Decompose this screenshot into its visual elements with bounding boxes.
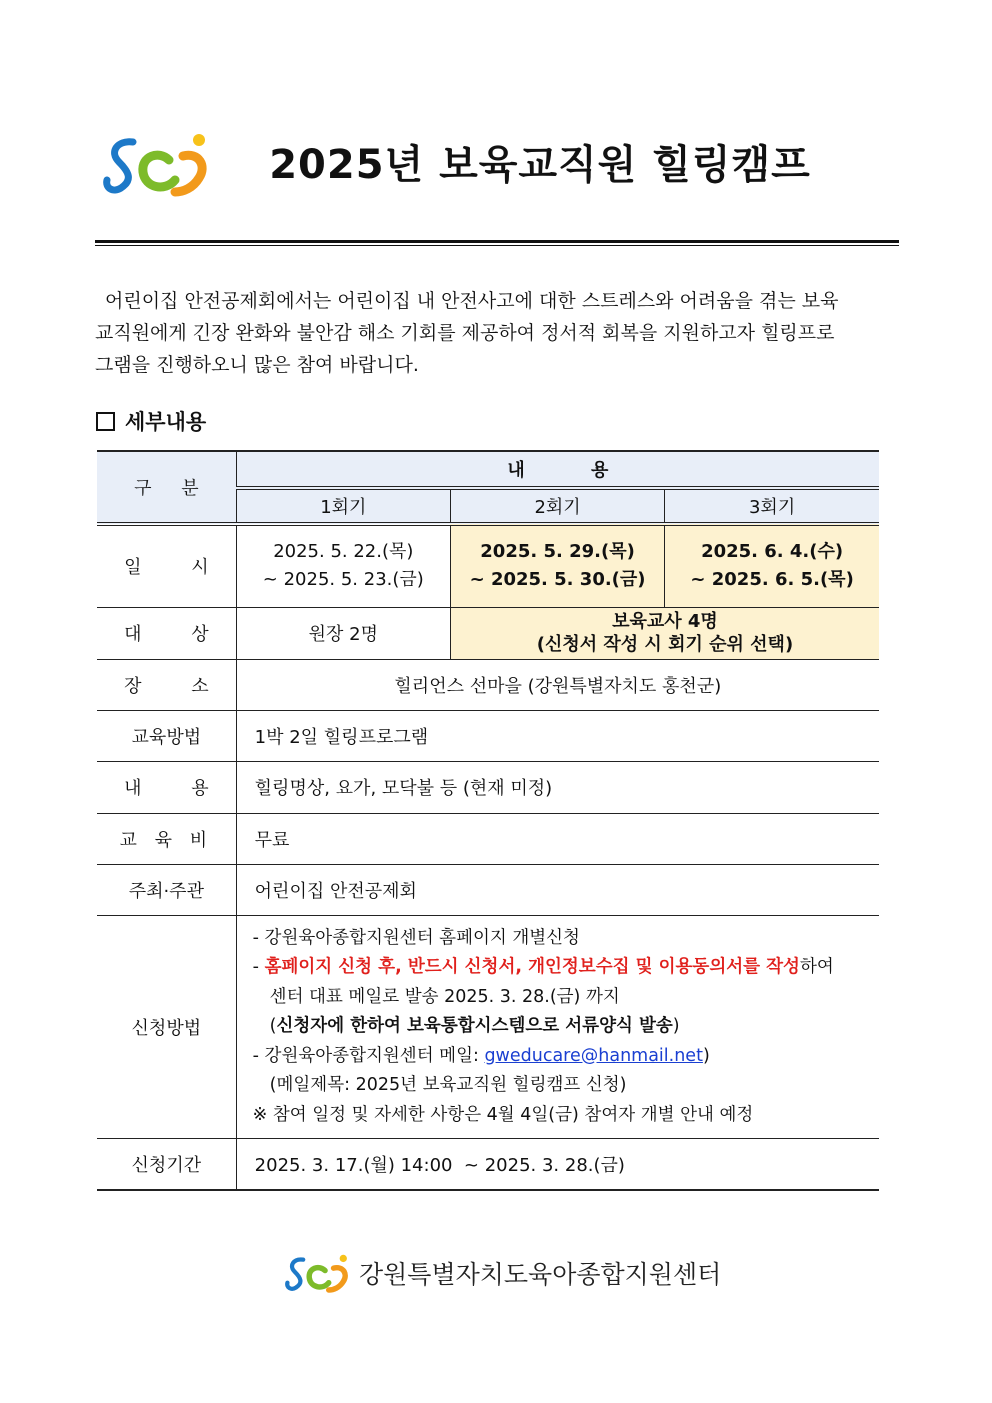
title-divider	[95, 240, 899, 243]
email-link[interactable]: gweducare@hanmail.net	[484, 1045, 703, 1066]
section-heading	[96, 406, 206, 436]
method-value: 1박 2일 힐링프로그램	[236, 710, 879, 761]
row-label-apply: 신청방법	[97, 915, 236, 1139]
footer	[285, 1252, 721, 1294]
checkbox-square-icon	[96, 412, 115, 431]
host-value: 어린이집 안전공제회	[236, 864, 879, 915]
date-session-1	[236, 524, 450, 607]
apply-dash: -	[252, 957, 265, 977]
email-suffix: )	[702, 1045, 710, 1066]
header-content: 내 용	[236, 451, 879, 488]
row-label-target: 대 상	[97, 607, 236, 659]
intro-paragraph	[95, 285, 899, 381]
target-note: (신청서 작성 시 회기 순위 선택)	[536, 634, 794, 655]
date-session-2	[450, 524, 664, 607]
section-title: 세부내용	[125, 410, 207, 434]
target-text: 보육교사 4명	[612, 611, 718, 632]
apply-line	[253, 953, 869, 983]
date-start: 2025. 5. 22.(목)	[273, 541, 414, 563]
apply-line: 센터 대표 메일로 발송 2025. 3. 28.(금) 까지	[269, 986, 620, 1007]
apply-line	[253, 1042, 869, 1072]
row-label-date: 일 시	[97, 524, 236, 607]
date-start: 2025. 5. 29.(목)	[480, 541, 635, 563]
header-category: 구 분	[97, 451, 236, 524]
row-label-host: 주최·주관	[97, 864, 236, 915]
row-label-period: 신청기간	[97, 1139, 236, 1190]
date-end: ~ 2025. 5. 30.(금)	[469, 569, 646, 591]
intro-line: 그램을 진행하오니 많은 참여 바랍니다.	[95, 354, 419, 376]
session-header: 3회기	[665, 488, 879, 524]
row-label-place: 장 소	[97, 659, 236, 710]
document-title: 2025년 보육교직원 힐링캠프	[269, 142, 811, 188]
target-session-1: 원장 2명	[236, 607, 450, 659]
row-label-content: 내 용	[97, 761, 236, 813]
date-end: ~ 2025. 5. 23.(금)	[262, 569, 424, 591]
date-start: 2025. 6. 4.(수)	[701, 541, 844, 563]
apply-method	[236, 915, 879, 1139]
apply-line: (메일제목: 2025년 보육교직원 힐링캠프 신청)	[269, 1075, 627, 1095]
row-label-method: 교육방법	[97, 710, 236, 761]
email-prefix: - 강원육아종합지원센터 메일:	[252, 1045, 485, 1066]
apply-line	[253, 1012, 869, 1042]
period-value: 2025. 3. 17.(월) 14:00 ~ 2025. 3. 28.(금)	[236, 1139, 879, 1190]
target-session-2-3	[450, 607, 879, 659]
title-divider-thin	[95, 245, 899, 246]
date-session-3	[665, 524, 879, 607]
apply-line: ※ 참여 일정 및 자세한 사항은 4월 4일(금) 참여자 개별 안내 예정	[252, 1104, 754, 1125]
organization-name: 강원특별자치도육아종합지원센터	[359, 1260, 722, 1289]
session-header: 2회기	[450, 488, 664, 524]
apply-suffix: 하여	[799, 957, 834, 977]
apply-line: - 강원육아종합지원센터 홈페이지 개별신청	[252, 927, 580, 948]
apply-bold-note: 신청자에 한하여 보육통합시스템으로 서류양식 발송	[276, 1016, 673, 1036]
place-value: 힐리언스 선마을 (강원특별자치도 홍천군)	[236, 659, 879, 710]
paren-open: (	[269, 1016, 277, 1036]
center-logo	[103, 130, 215, 198]
intro-line: 교직원에게 긴장 완화와 불안감 해소 기회를 제공하여 정서적 회복을 지원하고자 힐링프로	[95, 322, 835, 344]
intro-line: 어린이집 안전공제회에서는 어린이집 내 안전사고에 대한 스트레스와 어려움을 겪는 보육	[105, 290, 839, 312]
paren-close: )	[672, 1016, 680, 1036]
details-table	[97, 450, 879, 1191]
center-logo-small	[285, 1252, 353, 1294]
session-header: 1회기	[236, 488, 450, 524]
apply-important-note: 홈페이지 신청 후, 반드시 신청서, 개인정보수집 및 이용동의서를 작성	[264, 957, 800, 977]
content-value: 힐링명상, 요가, 모닥불 등 (현재 미정)	[236, 761, 879, 813]
fee-value: 무료	[236, 813, 879, 864]
row-label-fee: 교 육 비	[97, 813, 236, 864]
date-end: ~ 2025. 6. 5.(목)	[690, 569, 854, 591]
